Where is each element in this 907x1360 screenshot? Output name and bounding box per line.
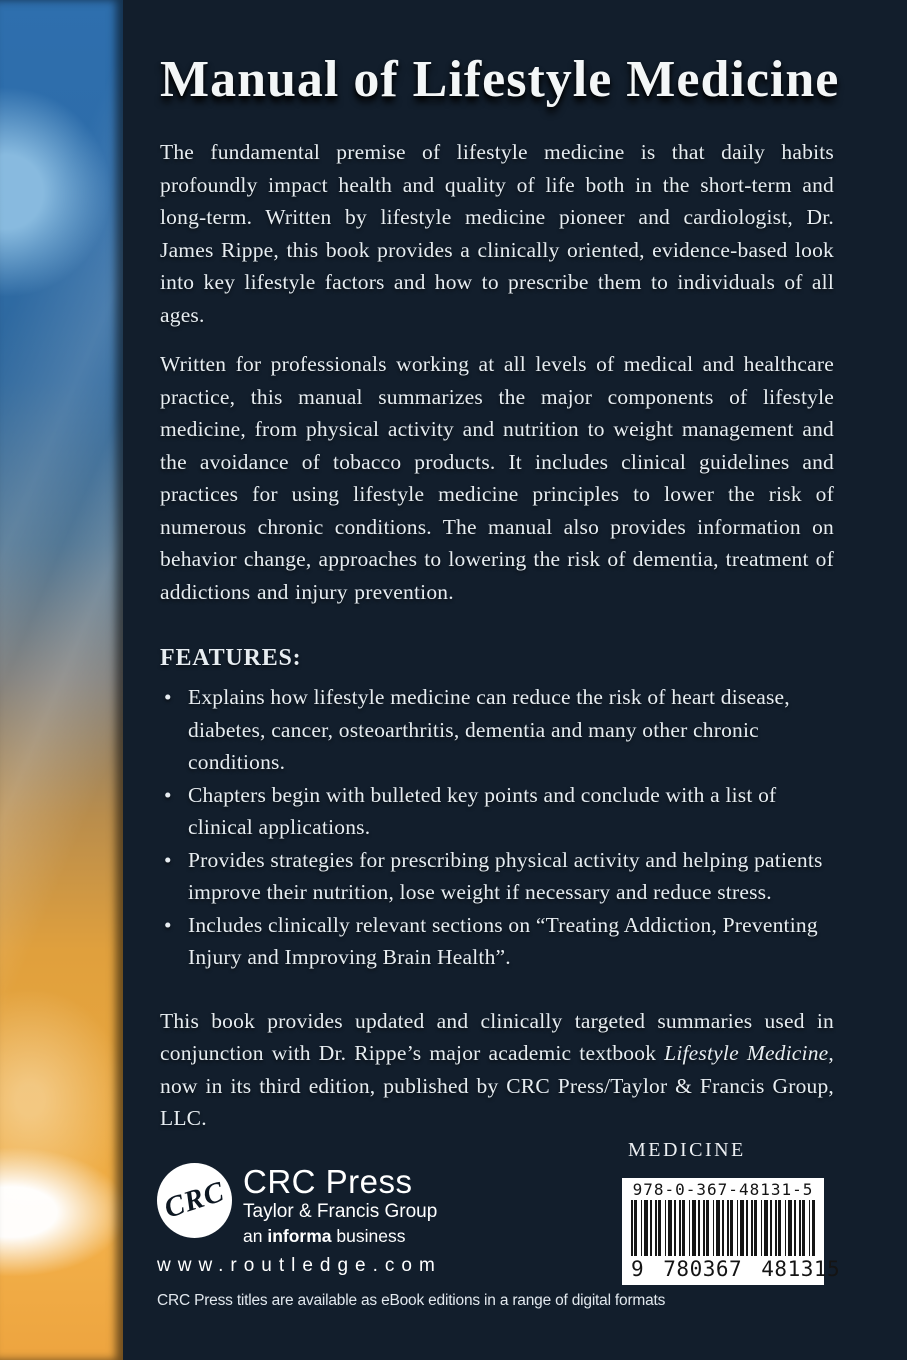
feature-item (160, 681, 834, 779)
publisher-name: CRC Press (243, 1163, 413, 1200)
feature-item (160, 844, 834, 909)
publisher-group: Taylor & Francis Group (243, 1201, 438, 1222)
publisher-block (157, 1163, 665, 1310)
closing-text-italic-title: Lifestyle Medicine (664, 1041, 829, 1065)
business-bold: informa (267, 1226, 332, 1246)
bullet-icon: • (164, 782, 172, 807)
feature-item-text: Provides strategies for prescribing physical activity and helping patients improve their nutrition, lose weight if necessary and reduce stress. (188, 847, 823, 904)
business-pre: an (243, 1226, 268, 1246)
barcode (622, 1178, 841, 1285)
closing-text-before: This book provides updated and clinically targeted summaries used in conjunction with Dr. Rippe’s major academic textbook (160, 1008, 834, 1065)
feature-item-text: Explains how lifestyle medicine can reduce the risk of heart disease, diabetes, cancer, osteoarthritis, dementia and many other chronic conditions. (188, 685, 790, 774)
summary-paragraph-2: Written for professionals working at all levels of medical and healthcare practice, this manual summarizes the major components of lifestyle medicine, from physical activity and nutrition to weight management and the avoidance of tobacco products. It includes clinical guidelines and practices for using lifestyle medicine principles to lower the risk of numerous chronic conditions. The manual also provides information on behavior change, approaches to lowering the risk of dementia, treatment of addictions and injury prevention. (160, 352, 834, 604)
business-post: business (331, 1226, 406, 1246)
isbn-hyphenated: 978-0-367-48131-5 (632, 1180, 814, 1199)
features-heading: FEATURES: (160, 645, 302, 671)
feature-item (160, 909, 834, 974)
crc-logo-icon (157, 1163, 232, 1238)
features-list (160, 681, 834, 974)
closing-paragraph (160, 1005, 834, 1135)
feature-item (160, 779, 834, 844)
retail-block (622, 1139, 841, 1285)
publisher-business-line (243, 1226, 437, 1246)
publisher-logo-row (157, 1163, 665, 1246)
spine-gradient-art (0, 0, 123, 1360)
isbn-digits: 9 780367 481315 (631, 1257, 841, 1281)
book-title: Manual of Lifestyle Medicine (160, 51, 840, 108)
bullet-icon: • (164, 912, 172, 937)
feature-item-text: Chapters begin with bulleted key points and conclude with a list of clinical applications. (188, 782, 777, 839)
barcode-bars-icon (631, 1200, 815, 1256)
crc-monogram: CRC (160, 1175, 229, 1225)
closing-text-after: , now in its third edition, published by CRC Press/Taylor & Francis Group, LLC. (160, 1041, 834, 1130)
feature-item-text: Includes clinically relevant sections on “Treating Addiction, Preventing Injury and Improving Brain Health”. (188, 912, 818, 969)
publisher-website: www.routledge.com (157, 1255, 442, 1276)
ebook-availability-note: CRC Press titles are available as eBook editions in a range of digital formats (157, 1292, 666, 1309)
bullet-icon: • (164, 847, 172, 872)
back-cover-content (160, 0, 840, 1135)
category-label: MEDICINE (628, 1139, 746, 1161)
bullet-icon: • (164, 685, 172, 709)
summary-paragraph-1: The fundamental premise of lifestyle medicine is that daily habits profoundly impact health and quality of life both in the short-term and long-term. Written by lifestyle medicine pioneer and cardiologist, Dr. James Rippe, this book provides a clinically oriented, evidence-based look into key lifestyle factors and how to prescribe them to individuals of all ages. (160, 140, 834, 327)
publisher-names (243, 1163, 437, 1246)
